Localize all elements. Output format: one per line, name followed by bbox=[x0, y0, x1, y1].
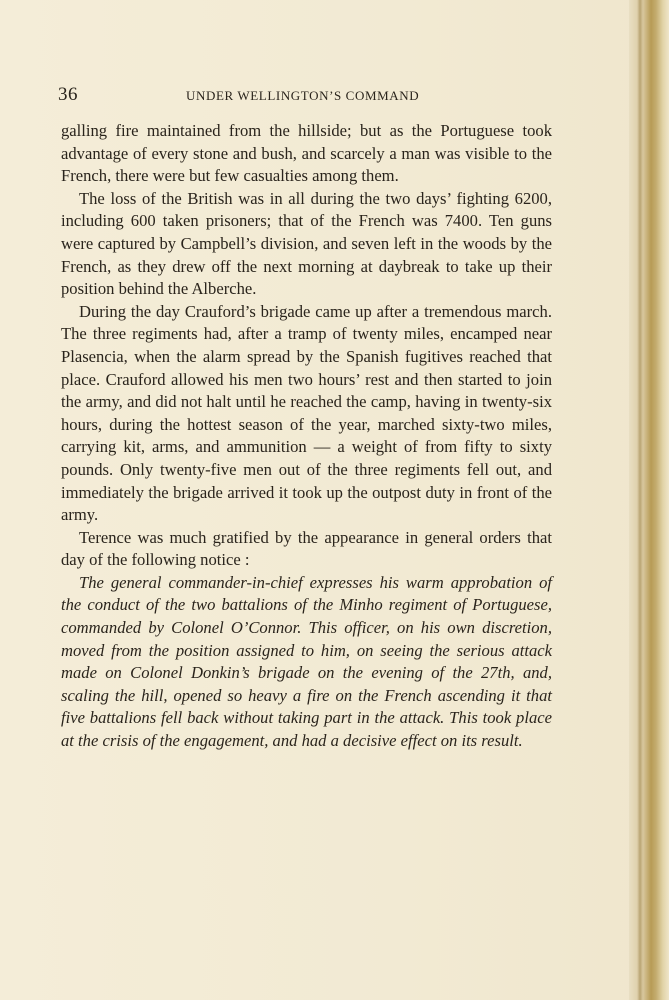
page-header bbox=[58, 84, 558, 108]
paragraph-crauford: During the day Crauford’s brigade came up after a tremendous march. The three regiments had, after a tramp of twenty miles, encamped near Plasencia, when the alarm spread by the Spanish fugitives reached that place. Crauford allowed his men two hours’ rest and then started to join the army, and did not halt until he reached the camp, having in twenty-six hours, during the hottest season of the year, marched sixty-two miles, carrying kit, arms, and ammunition — a weight of from fifty to sixty pounds. Only twenty-five men out of the three regiments fell out, and immediately the brigade arrived it took up the outpost duty in front of the army. bbox=[61, 301, 552, 525]
paragraph-terence: Terence was much gratified by the appearance in general orders that day of the following notice : bbox=[61, 527, 552, 570]
body-text bbox=[61, 120, 552, 753]
paragraph-continued: galling fire maintained from the hillside; but as the Portuguese took advantage of every stone and bush, and scarcely a man was visible to the French, there were but few casualties among them. bbox=[61, 121, 552, 186]
paragraph-losses: The loss of the British was in all during the two days’ fighting 6200, including 600 taken prisoners; that of the French was 7400. Ten guns were captured by Campbell’s division, and seven left in the woods by the French, as they drew off the next morning at daybreak to take up their position behind the Alberche. bbox=[61, 188, 552, 299]
page-number: 36 bbox=[58, 84, 78, 105]
page-binding-edge bbox=[629, 0, 669, 1000]
binding-shadow bbox=[637, 0, 643, 1000]
running-head: UNDER WELLINGTON’S COMMAND bbox=[186, 88, 420, 103]
general-orders-quote: The general commander-in-chief expresses his warm approbation of the conduct of the two battalions of the Minho regiment of Portuguese, commanded by Colonel O’Connor. This officer, on his own discretion, moved from the position assigned to him, on seeing the serious attack made on Colonel Donkin’s brigade on the evening of the 27th, and, scaling the hill, opened so heavy a fire on the French ascending it that five battalions fell back without taking part in the attack. This took place at the crisis of the engagement, and had a decisive effect on its result. bbox=[61, 572, 552, 751]
